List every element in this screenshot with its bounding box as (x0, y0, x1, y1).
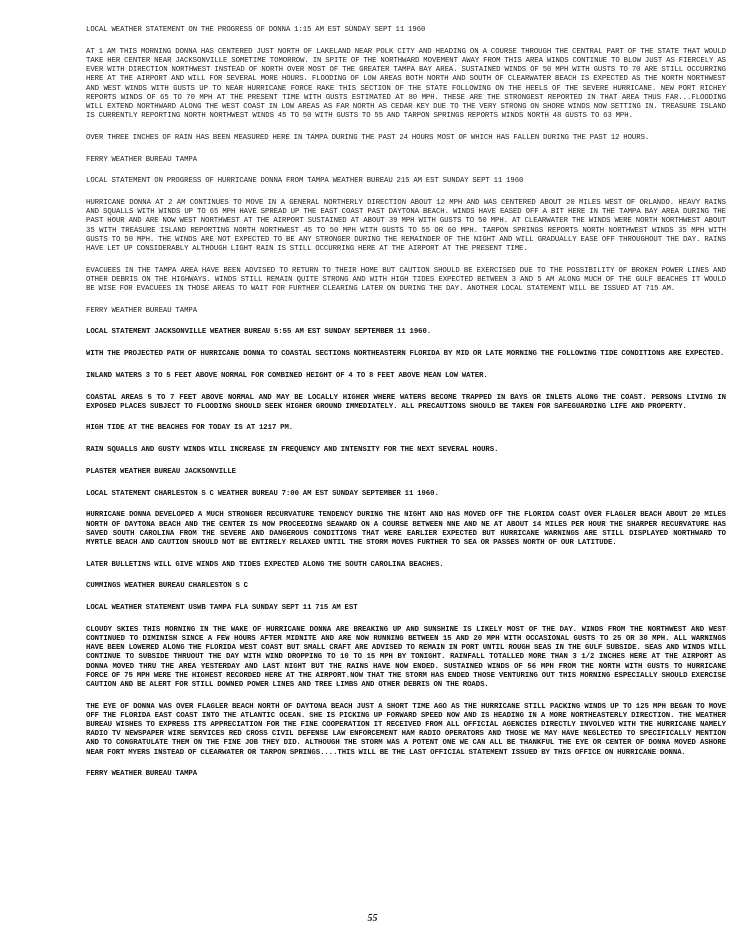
statement-5-paragraph-2: THE EYE OF DONNA WAS OVER FLAGLER BEACH NORTH OF DAYTONA BEACH JUST A SHORT TIME AGO AS THE HURRICANE STILL PACKING WINDS UP TO 125 MPH BEGAN TO MOVE OFF THE FLORIDA EAST COAST INTO THE ATLANTIC OCEAN. SHE IS PICKING UP FORWARD SPEED NOW AND IS HEADING IN A MORE NORTHEASTERLY DIRECTION. THE WEATHER BUREAU WISHES TO EXPRESS ITS APPRECIATION FOR THE FINE COOPERATION IT RECEIVED FROM ALL OFFICIAL AGENCIES DIRECTLY INVOLVED WITH THE HURRICANE NAMELY RADIO TV NEWSPAPER WIRE SERVICES RED CROSS CIVIL DEFENSE LAW ENFORCEMENT HAM RADIO OPERATORS AND THOSE WE MAY HAVE NEGLECTED TO SPECIFICALLY MENTION AND TO CONGRATULATE THEM ON THE FINE JOB THEY DID. ALTHOUGH THE STORM WAS A POTENT ONE WE CAN ALL BE THANKFUL THE EYE OR CENTER OF DONNA MOVED ASHORE NEAR FORT MYERS INSTEAD OF CLEARWATER OR TARPON SPRINGS....THIS WILL BE THE LAST OFFICIAL STATEMENT ISSUED BY THIS OFFICE ON HURRICANE DONNA. (86, 702, 726, 757)
statement-1-paragraph-1: AT 1 AM THIS MORNING DONNA HAS CENTERED JUST NORTH OF LAKELAND NEAR POLK CITY AND HEADING ON A COURSE THROUGH THE CENTRAL PART OF THE STATE THAT WOULD TAKE HER CENTER NEAR JACKSONVILLE SOMETIME TOMORROW. IN SPITE OF THE NORTHWARD MOVEMENT AWAY FROM THIS AREA WINDS CONTINUE TO BLOW JUST AS FIERCELY AS EVER WITH DIRECTION NORTHWEST INSTEAD OF NORTH OVER MOST OF THE GREATER TAMPA BAY AREA. SUSTAINED WINDS OF 50 MPH WITH GUSTS TO 70 ARE STILL OCCURRING HERE AT THE AIRPORT AND WILL FOR SEVERAL MORE HOURS. FLOODING OF LOW AREAS BOTH NORTH AND SOUTH OF CLEARWATER BEACH IS EXPECTED AS THE NORTH NORTHWEST AND WEST WINDS WITH GUSTS UP TO NEAR HURRICANE FORCE RAKE THIS SECTION OF THE STATE FOLLOWING ON THE HEELS OF THE SEVERE HURRICANE. NEW PORT RICHEY REPORTS WINDS OF 65 TO 70 MPH AT THE PRESENT TIME WITH GUSTS ESTIMATED AT 80 MPH. THESE ARE THE STRONGEST REPORTED IN THAT AREA THUS FAR...FLOODING WILL EXTEND NORTHWARD ALONG THE WEST COAST IN LOW AREAS AS FAR NORTH AS CEDAR KEY DUE TO THE VERY STRONG ON SHORE WINDS NOW SETTING IN. TREASURE ISLAND IS CURRENTLY REPORTING NORTH NORTHWEST WINDS 45 TO 50 WITH GUSTS TO 55 AND TARPON SPRINGS REPORTS WINDS NORTH 48 GUSTS TO 63 MPH. (86, 47, 726, 121)
statement-3-paragraph-4: HIGH TIDE AT THE BEACHES FOR TODAY IS AT 1217 PM. (86, 424, 294, 433)
statement-2-header: LOCAL STATEMENT ON PROGRESS OF HURRICANE DONNA FROM TAMPA WEATHER BUREAU 215 AM EST SUNDAY SEPT 11 1960 (86, 177, 524, 186)
statement-3-paragraph-3: COASTAL AREAS 5 TO 7 FEET ABOVE NORMAL AND MAY BE LOCALLY HIGHER WHERE WATERS BECOME TRAPPED IN BAYS OR INLETS ALONG THE COAST. PERSONS LIVING IN EXPOSED PLACES SUBJECT TO FLOODING SHOULD SEEK HIGHER GROUND IMMEDIATELY. ALL PRECAUTIONS SHOULD BE TAKEN FOR SAFEGUARDING LIFE AND PROPERTY. (86, 393, 726, 411)
statement-3-paragraph-2: INLAND WATERS 3 TO 5 FEET ABOVE NORMAL FOR COMBINED HEIGHT OF 4 TO 8 FEET ABOVE MEAN LOW WATER. (86, 371, 488, 380)
statement-2-paragraph-1: HURRICANE DONNA AT 2 AM CONTINUES TO MOVE IN A GENERAL NORTHERLY DIRECTION ABOUT 12 MPH AND WAS CENTERED ABOUT 20 MILES WEST OF ORLANDO. HEAVY RAINS AND SQUALLS WITH WINDS UP TO 65 MPH HAVE SPREAD UP THE EAST COAST PAST DAYTONA BEACH. WINDS HAVE EASED OFF A BIT HERE IN THE TAMPA BAY AREA DURING THE PAST HOUR AND ARE NOW WEST NORTHWEST AT THE AIRPORT SUSTAINED AT ABOUT 39 MPH WITH GUSTS TO 50 MPH. AT CLEARWATER THE WINDS WERE NORTH NORTHWEST ABOUT 35 WITH TREASURE ISLAND REPORTING NORTH NORTHWEST 45 TO 50 MPH WITH GUSTS TO 55 OR 60 MPH. TARPON SPRINGS REPORTS NORTH NORTHWEST WINDS 35 MPH WITH GUSTS TO 50 MPH. THE WINDS ARE NOT EXPECTED TO BE ANY STRONGER DURING THE REMAINDER OF THE NIGHT AND WILL GRADUALLY EASE OFF THROUGHOUT THE DAY. RAINS HAVE LET UP CONSIDERABLY ALTHOUGH LIGHT RAIN IS STILL OCCURRING HERE AT THE AIRPORT AT THE PRESENT TIME. (86, 198, 726, 253)
statement-2-signature: FERRY WEATHER BUREAU TAMPA (86, 306, 198, 315)
page-number: 55 (367, 913, 378, 924)
statement-3-header: LOCAL STATEMENT JACKSONVILLE WEATHER BUREAU 5:55 AM EST SUNDAY SEPTEMBER 11 1960. (86, 328, 432, 337)
statement-5-paragraph-1: CLOUDY SKIES THIS MORNING IN THE WAKE OF HURRICANE DONNA ARE BREAKING UP AND SUNSHINE IS LIKELY MOST OF THE DAY. WINDS FROM THE NORTHWEST AND WEST CONTINUED TO DIMINISH SINCE A FEW HOURS AFTER MIDNITE AND ARE NOW RUNNING BETWEEN 15 AND 20 MPH WITH OCCASIONAL GUSTS TO 25 OR 30 MPH. ALL WARNINGS HAVE BEEN LOWERED ALONG THE FLORIDA WEST COAST BUT SMALL CRAFT ARE ADVISED TO REMAIN IN PORT UNTIL ROUGH SEAS IN THE GULF SUBSIDE. SEAS AND WINDS WILL CONTINUE TO SUBSIDE THRUOUT THE DAY WITH WIND DROPPING TO 10 TO 15 MPH BY TONIGHT. RAINFALL TOTALLED MORE THAN 3 1/2 INCHES HERE AT THE AIRPORT AS DONNA MOVED THRU THE AREA YESTERDAY AND LAST NIGHT BUT THE RAINS HAVE NOW ENDED. SUSTAINED WINDS OF 56 MPH FROM THE NORTH WITH GUSTS TO HURRICANE FORCE OF 75 MPH WERE THE HIGHEST RECORDED HERE AT THE AIRPORT.NOW THAT THE STORM HAS ENDED THOSE VENTURING OUT THIS MORNING ESPECIALLY SHOULD EXERCISE CAUTION AND BE ALERT FOR STILL DOWNED POWER LINES AND TREE LIMBS AND OTHER DEBRIS ON THE ROADS. (86, 625, 726, 689)
statement-1-header: LOCAL WEATHER STATEMENT ON THE PROGRESS OF DONNA 1:15 AM EST SUNDAY SEPT 11 1960 (86, 26, 426, 34)
document-page (86, 26, 726, 792)
statement-5-signature: FERRY WEATHER BUREAU TAMPA (86, 770, 198, 779)
statement-5-header: LOCAL WEATHER STATEMENT USWB TAMPA FLA SUNDAY SEPT 11 715 AM EST (86, 604, 358, 613)
statement-2-paragraph-2: EVACUEES IN THE TAMPA AREA HAVE BEEN ADVISED TO RETURN TO THEIR HOME BUT CAUTION SHOULD BE EXERCISED DUE TO THE POSSIBILITY OF BROKEN POWER LINES AND OTHER DEBRIS ON THE HIGHWAYS. WINDS STILL REMAIN QUITE STRONG AND WITH HIGH TIDES EXPECTED BETWEEN 3 AND 5 AM ALONG MUCH OF THE GULF BEACHES IT WOULD BE WISE FOR EVACUEES IN THOSE AREAS TO WAIT FOR FURTHER CLEARING LATER ON DURING THE DAY. ANOTHER LOCAL STATEMENT WILL BE ISSUED AT 715 AM. (86, 266, 726, 294)
statement-4-header: LOCAL STATEMENT CHARLESTON S C WEATHER BUREAU 7:00 AM EST SUNDAY SEPTEMBER 11 1960. (86, 489, 439, 498)
statement-3-paragraph-5: RAIN SQUALLS AND GUSTY WINDS WILL INCREASE IN FREQUENCY AND INTENSITY FOR THE NEXT SEVERAL HOURS. (86, 446, 499, 455)
statement-1-signature: FERRY WEATHER BUREAU TAMPA (86, 155, 198, 164)
statement-3-signature: PLASTER WEATHER BUREAU JACKSONVILLE (86, 467, 237, 476)
statement-3-paragraph-1: WITH THE PROJECTED PATH OF HURRICANE DONNA TO COASTAL SECTIONS NORTHEASTERN FLORIDA BY MID OR LATE MORNING THE FOLLOWING TIDE CONDITIONS ARE EXPECTED. (86, 350, 725, 359)
statement-4-paragraph-1: HURRICANE DONNA DEVELOPED A MUCH STRONGER RECURVATURE TENDENCY DURING THE NIGHT AND HAS MOVED OFF THE FLORIDA COAST OVER FLAGLER BEACH ABOUT 20 MILES NORTH OF DAYTONA BEACH AND THE CENTER IS NOW PROCEEDING SEAWARD ON A COURSE BETWEEN NNE AND NE AT ABOUT 14 MILES PER HOUR THE SHARPER RECURVATURE HAS SAVED SOUTH CAROLINA FROM THE SEVERE AND DANGEROUS CONDITIONS THAT WERE EARLIER EXPECTED BUT HURRICANE WARNINGS ARE STILL DISPLAYED NORTHWARD TO MYRTLE BEACH AND CAUTION SHOULD NOT BE ENTIRELY RELAXED UNTIL THE STORM MOVES FURTHER TO SEA OR PASSES NORTH OF OUR LATITUDE. (86, 511, 726, 547)
statement-4-signature: CUMMINGS WEATHER BUREAU CHARLESTON S C (86, 582, 248, 591)
statement-1-paragraph-2: OVER THREE INCHES OF RAIN HAS BEEN MEASURED HERE IN TAMPA DURING THE PAST 24 HOURS MOST OF WHICH HAS FALLEN DURING THE PAST 12 HOURS. (86, 133, 650, 142)
statement-4-paragraph-2: LATER BULLETINS WILL GIVE WINDS AND TIDES EXPECTED ALONG THE SOUTH CAROLINA BEACHES. (86, 560, 444, 569)
